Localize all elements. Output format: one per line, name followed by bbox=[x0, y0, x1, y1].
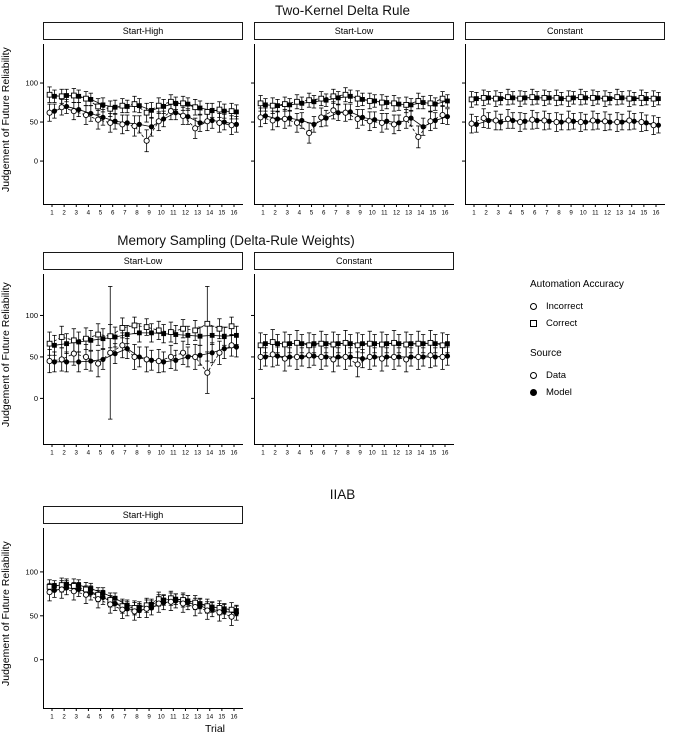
svg-text:13: 13 bbox=[405, 449, 413, 457]
legend-item-label: Correct bbox=[546, 318, 578, 329]
open-circle-icon bbox=[530, 303, 537, 310]
svg-text:0: 0 bbox=[33, 156, 38, 166]
row-body bbox=[0, 22, 685, 217]
svg-text:15: 15 bbox=[218, 713, 226, 721]
panel-constant bbox=[248, 252, 456, 457]
facet-label: Start-High bbox=[122, 510, 164, 520]
svg-text:8: 8 bbox=[557, 209, 561, 217]
svg-text:3: 3 bbox=[74, 209, 78, 217]
svg-text:1: 1 bbox=[261, 449, 265, 457]
svg-text:11: 11 bbox=[381, 449, 388, 457]
svg-text:1: 1 bbox=[50, 449, 54, 457]
row-body bbox=[0, 506, 685, 721]
svg-text:16: 16 bbox=[441, 449, 449, 457]
filled-circle-icon bbox=[530, 389, 537, 396]
svg-text:1: 1 bbox=[50, 713, 54, 721]
svg-text:100: 100 bbox=[25, 78, 38, 88]
svg-text:10: 10 bbox=[368, 449, 376, 457]
legend-item-correct bbox=[530, 315, 624, 332]
facet-label: Constant bbox=[546, 26, 584, 36]
legend bbox=[530, 279, 624, 417]
svg-text:14: 14 bbox=[206, 209, 214, 217]
svg-text:14: 14 bbox=[206, 449, 214, 457]
y-axis-label: Judgement of Future Reliability bbox=[0, 541, 12, 686]
svg-text:5: 5 bbox=[309, 449, 314, 457]
svg-text:2: 2 bbox=[484, 209, 488, 217]
svg-text:6: 6 bbox=[110, 209, 115, 217]
svg-text:50: 50 bbox=[29, 611, 38, 621]
open-square-icon bbox=[530, 320, 537, 327]
svg-text:100: 100 bbox=[25, 310, 38, 320]
svg-text:15: 15 bbox=[429, 209, 437, 217]
svg-text:13: 13 bbox=[194, 449, 202, 457]
svg-text:3: 3 bbox=[285, 209, 289, 217]
panels-iiab bbox=[16, 506, 245, 721]
svg-text:16: 16 bbox=[230, 449, 238, 457]
svg-text:2: 2 bbox=[62, 449, 66, 457]
svg-text:4: 4 bbox=[297, 449, 302, 457]
svg-text:9: 9 bbox=[147, 713, 151, 721]
svg-text:11: 11 bbox=[170, 449, 177, 457]
svg-text:5: 5 bbox=[309, 209, 314, 217]
svg-text:16: 16 bbox=[230, 209, 238, 217]
legend-group-automation-accuracy bbox=[530, 279, 624, 332]
svg-text:7: 7 bbox=[123, 449, 127, 457]
svg-text:4: 4 bbox=[508, 209, 513, 217]
svg-text:10: 10 bbox=[157, 449, 165, 457]
svg-text:12: 12 bbox=[182, 209, 189, 217]
svg-text:7: 7 bbox=[334, 209, 338, 217]
svg-text:9: 9 bbox=[147, 449, 151, 457]
chart-row-two-kernel-delta-rule bbox=[0, 3, 685, 217]
svg-text:2: 2 bbox=[62, 713, 66, 721]
svg-text:12: 12 bbox=[182, 449, 189, 457]
svg-text:5: 5 bbox=[98, 209, 103, 217]
row-title-two-kernel: Two-Kernel Delta Rule bbox=[274, 3, 411, 18]
svg-text:12: 12 bbox=[393, 449, 400, 457]
svg-text:9: 9 bbox=[358, 209, 362, 217]
panel-start-high bbox=[16, 506, 245, 721]
svg-text:15: 15 bbox=[640, 209, 648, 217]
svg-text:16: 16 bbox=[230, 713, 238, 721]
chart-row-iiab bbox=[0, 487, 685, 735]
panel-start-low bbox=[16, 252, 245, 457]
svg-text:1: 1 bbox=[472, 209, 476, 217]
svg-text:7: 7 bbox=[545, 209, 549, 217]
svg-text:15: 15 bbox=[429, 449, 437, 457]
svg-text:12: 12 bbox=[393, 209, 400, 217]
row-title-iiab: IIAB bbox=[329, 487, 356, 502]
facet-label: Start-Low bbox=[123, 256, 163, 266]
panels-two-kernel bbox=[16, 22, 667, 217]
panel-constant bbox=[459, 22, 667, 217]
svg-text:6: 6 bbox=[110, 713, 115, 721]
svg-text:2: 2 bbox=[62, 209, 66, 217]
svg-text:10: 10 bbox=[579, 209, 587, 217]
svg-text:9: 9 bbox=[358, 449, 362, 457]
y-axis-label: Judgement of Future Reliability bbox=[0, 282, 12, 427]
svg-text:13: 13 bbox=[616, 209, 624, 217]
y-axis-label: Judgement of Future Reliability bbox=[0, 47, 12, 192]
svg-text:16: 16 bbox=[652, 209, 660, 217]
svg-text:0: 0 bbox=[33, 393, 38, 403]
svg-text:4: 4 bbox=[86, 209, 91, 217]
svg-text:6: 6 bbox=[321, 209, 326, 217]
legend-title-automation-accuracy: Automation Accuracy bbox=[530, 279, 624, 290]
svg-text:1: 1 bbox=[261, 209, 265, 217]
svg-text:8: 8 bbox=[135, 209, 139, 217]
legend-item-model bbox=[530, 384, 624, 401]
legend-item-label: Model bbox=[546, 387, 572, 398]
svg-text:6: 6 bbox=[321, 449, 326, 457]
legend-item-label: Data bbox=[546, 370, 567, 381]
svg-text:14: 14 bbox=[417, 209, 425, 217]
svg-text:4: 4 bbox=[297, 209, 302, 217]
svg-text:8: 8 bbox=[346, 209, 350, 217]
row-title-memory-sampling: Memory Sampling (Delta-Rule Weights) bbox=[117, 233, 355, 248]
svg-text:12: 12 bbox=[604, 209, 611, 217]
svg-text:9: 9 bbox=[569, 209, 573, 217]
svg-text:5: 5 bbox=[98, 449, 103, 457]
legend-item-incorrect bbox=[530, 298, 624, 315]
x-axis-label: Trial bbox=[204, 723, 226, 735]
svg-text:11: 11 bbox=[170, 713, 177, 721]
svg-text:2: 2 bbox=[273, 209, 277, 217]
legend-title-source: Source bbox=[530, 348, 562, 359]
facet-label: Constant bbox=[335, 256, 373, 266]
svg-text:2: 2 bbox=[273, 449, 277, 457]
svg-text:7: 7 bbox=[123, 713, 127, 721]
svg-text:12: 12 bbox=[182, 713, 189, 721]
panel-start-high bbox=[16, 22, 245, 217]
svg-text:8: 8 bbox=[135, 449, 139, 457]
svg-text:11: 11 bbox=[592, 209, 599, 217]
svg-text:10: 10 bbox=[157, 713, 165, 721]
open-circle-icon bbox=[530, 372, 537, 379]
svg-text:3: 3 bbox=[74, 713, 78, 721]
svg-text:4: 4 bbox=[86, 449, 91, 457]
svg-text:8: 8 bbox=[135, 713, 139, 721]
legend-item-data bbox=[530, 367, 624, 384]
svg-text:15: 15 bbox=[218, 449, 226, 457]
svg-text:8: 8 bbox=[346, 449, 350, 457]
svg-text:10: 10 bbox=[157, 209, 165, 217]
svg-text:10: 10 bbox=[368, 209, 376, 217]
svg-text:15: 15 bbox=[218, 209, 226, 217]
legend-group-source bbox=[530, 348, 624, 401]
svg-text:3: 3 bbox=[496, 209, 500, 217]
svg-text:5: 5 bbox=[98, 713, 103, 721]
svg-text:11: 11 bbox=[381, 209, 388, 217]
svg-text:14: 14 bbox=[628, 209, 636, 217]
facet-label: Start-High bbox=[122, 26, 164, 36]
svg-text:3: 3 bbox=[285, 449, 289, 457]
panels-memory-sampling bbox=[16, 252, 456, 457]
facet-label: Start-Low bbox=[334, 26, 374, 36]
chart-row-memory-sampling bbox=[0, 233, 685, 457]
svg-text:7: 7 bbox=[123, 209, 127, 217]
svg-text:13: 13 bbox=[405, 209, 413, 217]
panel-start-low bbox=[248, 22, 456, 217]
svg-text:7: 7 bbox=[334, 449, 338, 457]
svg-text:6: 6 bbox=[110, 449, 115, 457]
svg-text:9: 9 bbox=[147, 209, 151, 217]
svg-text:11: 11 bbox=[170, 209, 177, 217]
svg-text:13: 13 bbox=[194, 209, 202, 217]
svg-text:50: 50 bbox=[29, 352, 38, 362]
svg-text:14: 14 bbox=[417, 449, 425, 457]
svg-text:14: 14 bbox=[206, 713, 214, 721]
svg-text:3: 3 bbox=[74, 449, 78, 457]
svg-text:6: 6 bbox=[532, 209, 537, 217]
svg-text:5: 5 bbox=[520, 209, 525, 217]
legend-item-label: Incorrect bbox=[546, 301, 583, 312]
svg-text:4: 4 bbox=[86, 713, 91, 721]
svg-text:16: 16 bbox=[441, 209, 449, 217]
svg-text:13: 13 bbox=[194, 713, 202, 721]
svg-text:1: 1 bbox=[50, 209, 54, 217]
svg-text:0: 0 bbox=[33, 655, 38, 665]
svg-text:50: 50 bbox=[29, 117, 38, 127]
svg-text:100: 100 bbox=[25, 567, 38, 577]
